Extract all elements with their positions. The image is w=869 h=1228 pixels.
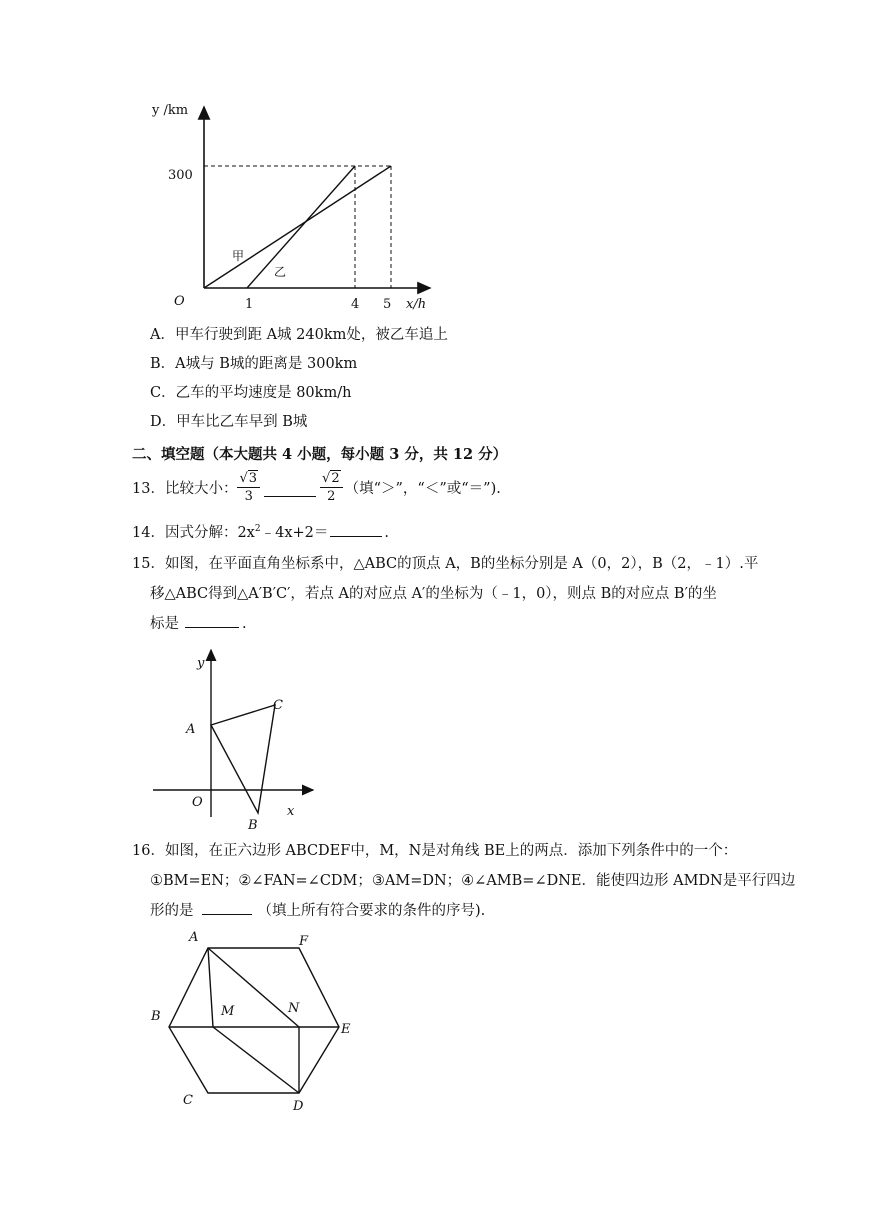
question-14 (132, 521, 389, 542)
option-a: A．甲车行驶到距 A城 240km处，被乙车追上 (150, 327, 448, 343)
fraction-sqrt3-over-3: $\frac{√3}{3}$ (237, 472, 260, 503)
point-m-label: M (221, 1004, 235, 1019)
q15-line3 (150, 612, 247, 633)
vertex-d-label: D (293, 1099, 304, 1114)
vertex-e-label: E (341, 1022, 351, 1037)
segment-md (213, 1027, 299, 1093)
q14-end: . (384, 525, 389, 541)
x-5-label: 5 (383, 297, 392, 312)
q13-frac2-den: 2 (327, 489, 336, 504)
y-axis-label: y /km (152, 103, 189, 118)
option-d: D．甲车比乙车早到 B城 (150, 414, 308, 430)
q16-line1: 16．如图，在正六边形 ABCDEF中，M，N是对角线 BE上的两点．添加下列条件中的一个： (132, 843, 738, 859)
line-yi (247, 166, 355, 288)
option-c: C．乙车的平均速度是 80km/h (150, 385, 352, 401)
q13-frac2-num: 2 (331, 471, 340, 486)
distance-time-graph (140, 95, 460, 315)
section-title: 二、填空题（本大题共 4 小题，每小题 3 分，共 12 分） (132, 446, 508, 463)
q13-answer-blank (264, 495, 316, 497)
line-jia (204, 166, 391, 288)
q14-rest: ﹣4x+2＝ (260, 525, 329, 541)
point-b-label: B (248, 818, 258, 833)
q16-line3-end: （填上所有符合要求的条件的序号). (257, 903, 486, 919)
point-a-label: A (186, 722, 196, 737)
q13-frac1-den: 3 (244, 489, 253, 504)
q14-exponent: 2 (254, 524, 261, 535)
q15-line1: 15．如图，在平面直角坐标系中，△ABC的顶点 A，B的坐标分别是 A（0，2），B（2，﹣1）.平 (132, 556, 759, 572)
y-label: y (197, 656, 205, 671)
q14-answer-blank (330, 535, 382, 537)
point-n-label: N (288, 1001, 300, 1016)
q14-prefix: 14．因式分解：2x (132, 525, 255, 541)
q16-line3 (150, 899, 485, 920)
hexagon-abcdef (169, 948, 339, 1093)
q15-line3-text: 标是 (150, 616, 179, 632)
vertex-a-label: A (189, 930, 199, 945)
q13-suffix: （填“＞”，“＜”或“＝”). (344, 481, 501, 497)
origin-label: O (192, 795, 203, 810)
line-yi-label: 乙 (274, 265, 287, 279)
line-jia-label: 甲 (232, 249, 245, 263)
x-4-label: 4 (351, 297, 360, 312)
q15-line3-end: . (242, 616, 247, 632)
q16-line2: ①BM=EN；②∠FAN=∠CDM；③AM=DN；④∠AMB=∠DNE．能使四边形 AMDN是平行四边 (150, 873, 796, 889)
option-b: B．A城与 B城的距离是 300km (150, 356, 358, 372)
segment-am (208, 948, 213, 1027)
hexagon-figure (145, 925, 365, 1115)
vertex-f-label: F (299, 934, 309, 949)
question-13 (132, 472, 501, 503)
origin-label: O (174, 294, 185, 309)
triangle-abc (211, 705, 275, 813)
x-label: x (287, 804, 295, 819)
point-c-label: C (273, 698, 283, 713)
vertex-c-label: C (183, 1093, 193, 1108)
q13-prefix: 13．比较大小： (132, 481, 238, 497)
q16-answer-blank (202, 913, 252, 915)
coordinate-triangle-graph (145, 645, 320, 835)
q16-line3-text: 形的是 (150, 903, 194, 919)
vertex-b-label: B (151, 1009, 161, 1024)
x-axis-label: x/h (406, 297, 427, 312)
q15-answer-blank (185, 626, 239, 628)
y-300-label: 300 (168, 168, 193, 183)
x-1-label: 1 (245, 297, 254, 312)
q13-frac1-num: 3 (248, 471, 258, 486)
q15-line2: 移△ABC得到△A′B′C′，若点 A的对应点 A′的坐标为（﹣1，0），则点 B的对应点 B′的坐 (150, 586, 717, 602)
fraction-sqrt2-over-2: $\frac{√2}{2}$ (320, 472, 343, 503)
